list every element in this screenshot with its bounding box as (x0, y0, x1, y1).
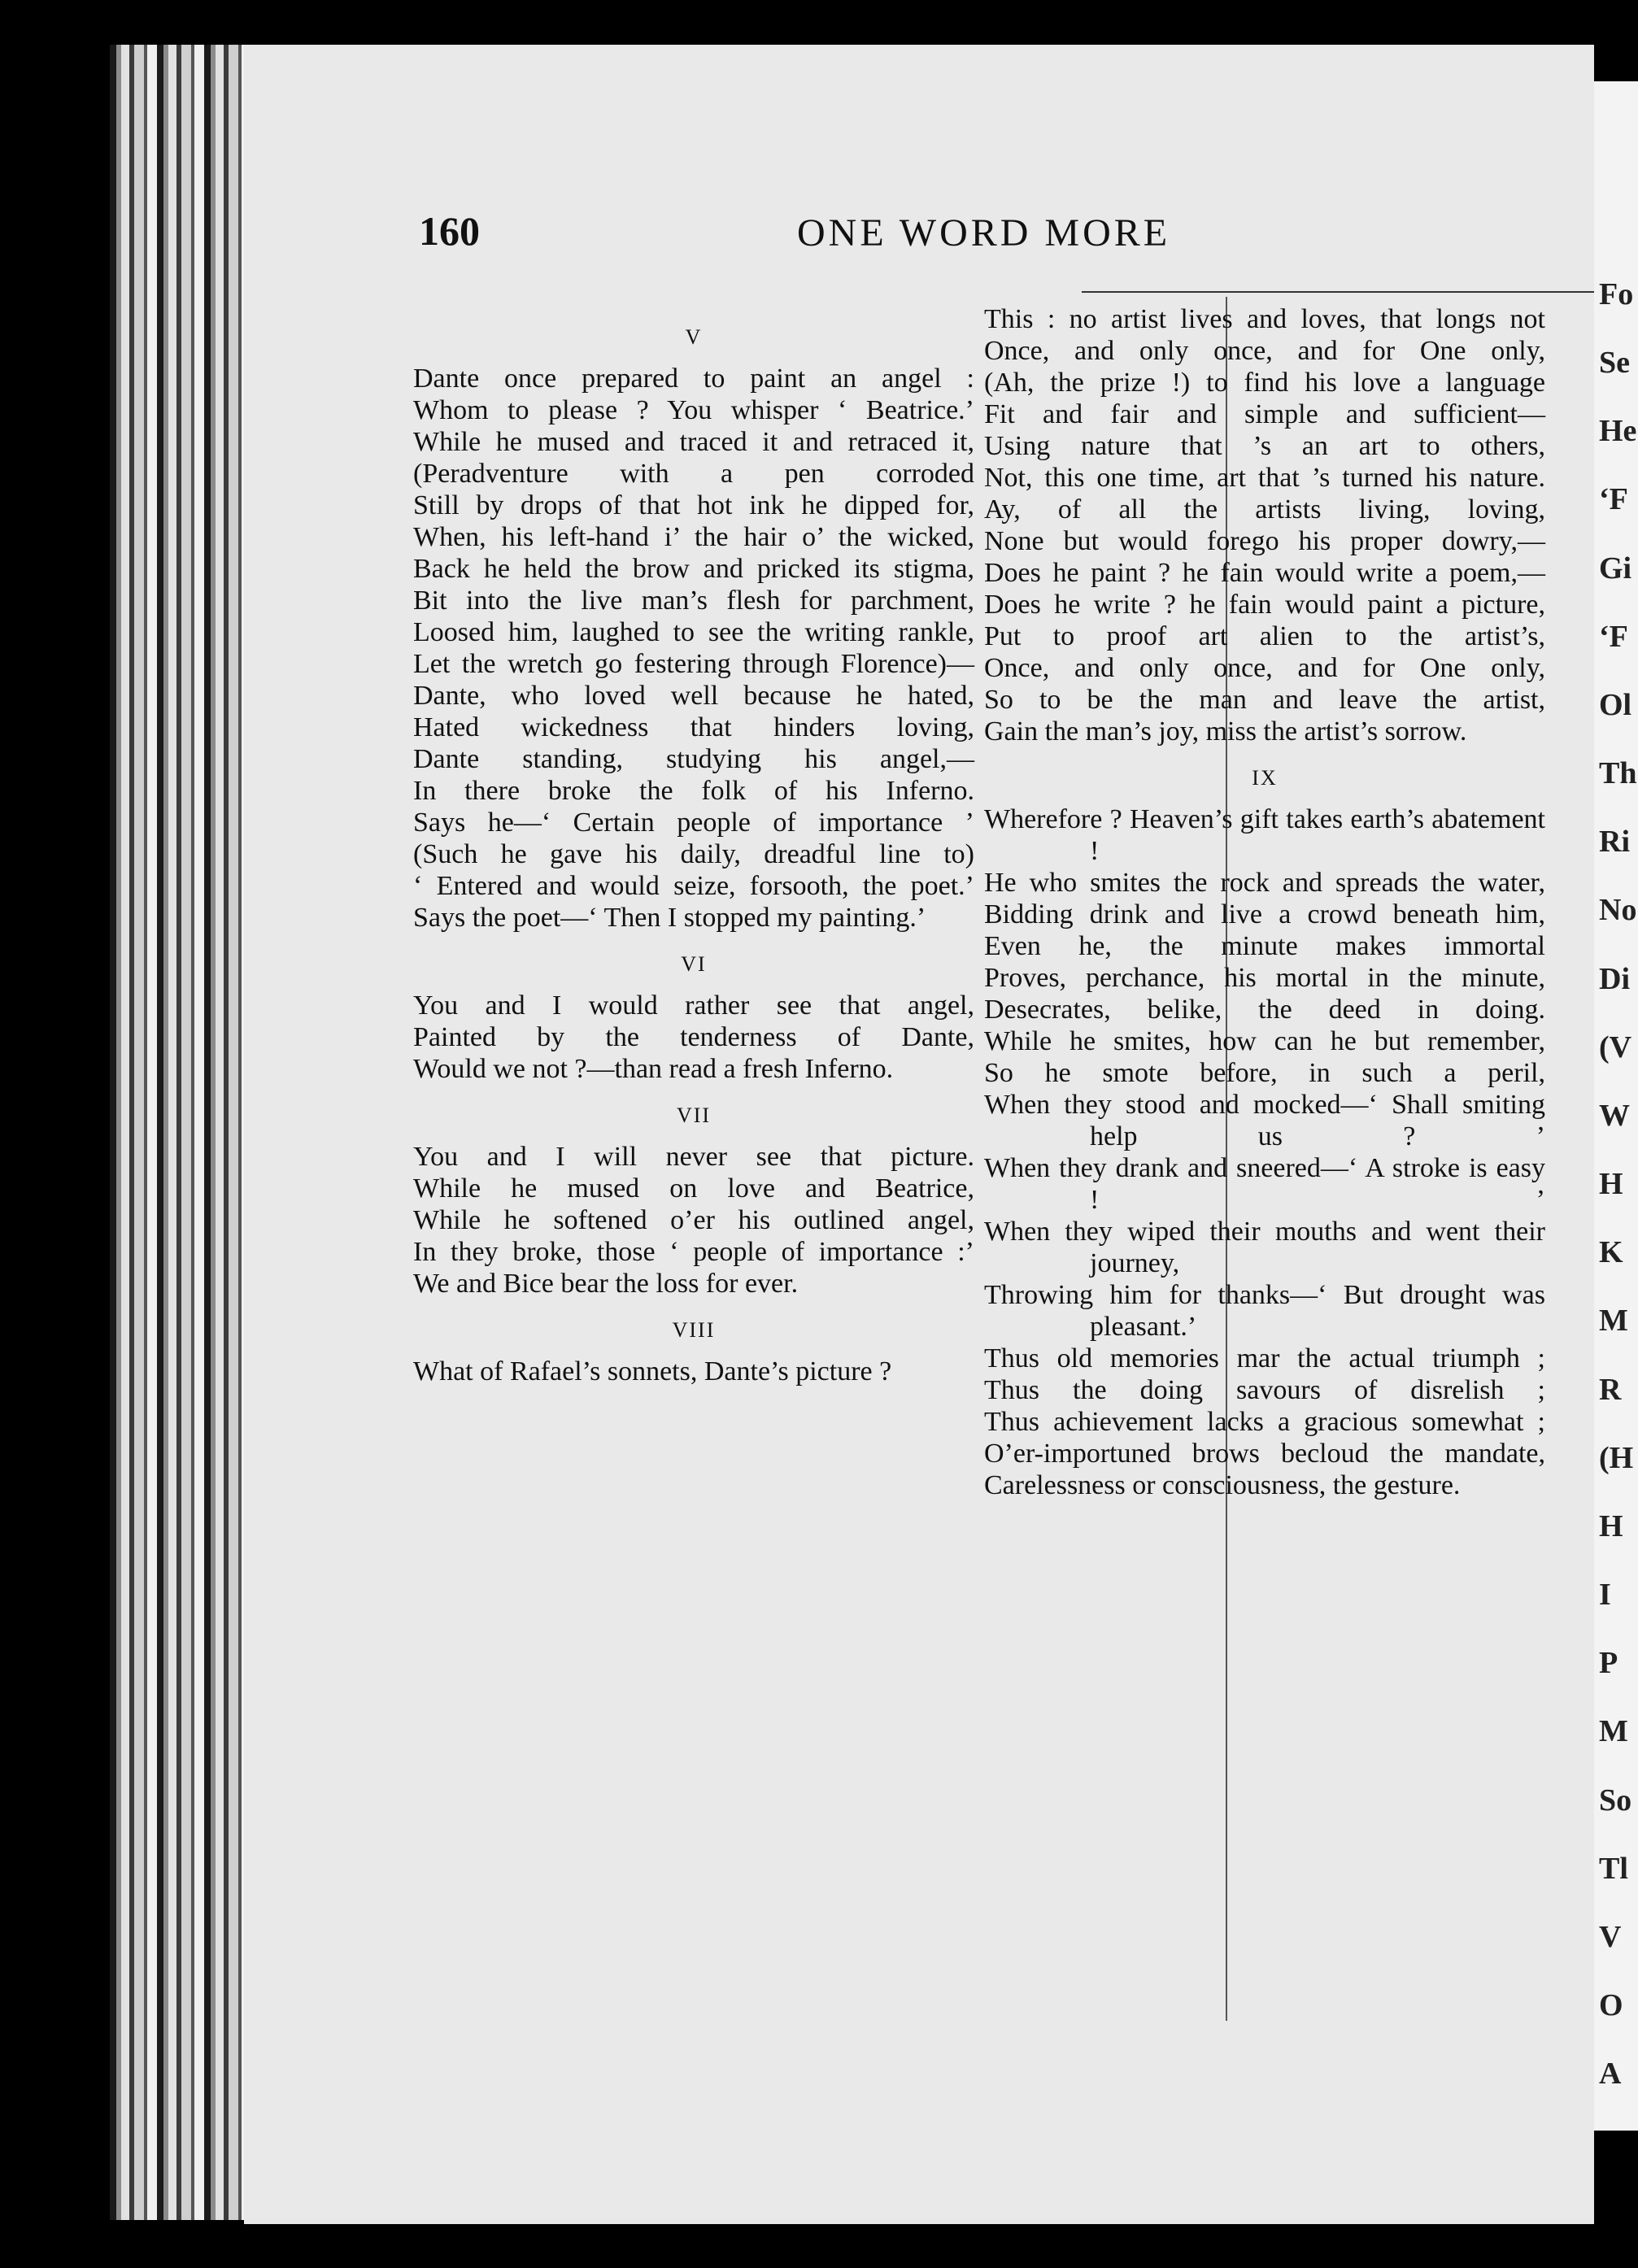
running-title: ONE WORD MORE (797, 211, 1171, 255)
verse-line: (Such he gave his daily, dreadful line to) (413, 839, 974, 869)
verse-line: You and I would rather see that angel, (413, 990, 974, 1021)
verse-line: Let the wretch go festering through Florence)— (413, 649, 974, 679)
verse-line: None but would forego his proper dowry,— (984, 526, 1545, 556)
stanza-numeral: VIII (672, 1318, 716, 1342)
facing-page-fragment: Ri (1599, 825, 1630, 860)
stanza (413, 1099, 974, 1299)
facing-page-fragment: Fo (1599, 277, 1634, 311)
verse-line: Back he held the brow and pricked its stigma, (413, 554, 974, 584)
facing-page-edge (1594, 81, 1638, 2131)
stanza (984, 303, 1545, 747)
verse-line: Thus old memories mar the actual triumph ; (984, 1343, 1545, 1373)
verse-line: While he softened o’er his outlined angel, (413, 1205, 974, 1235)
verse-line: Loosed him, laughed to see the writing rankle, (413, 617, 974, 647)
verse-line: Ay, of all the artists living, loving, (984, 494, 1545, 525)
verse-line: This : no artist lives and loves, that longs not (984, 304, 1545, 334)
facing-page-fragment: M (1599, 1714, 1628, 1749)
verse-line: While he mused on love and Beatrice, (413, 1173, 974, 1204)
book-page (244, 45, 1594, 2224)
verse-line: He who smites the rock and spreads the water, (984, 868, 1545, 898)
stanza-numeral: V (685, 325, 703, 349)
verse-line: Bidding drink and live a crowd beneath him, (984, 899, 1545, 929)
facing-page-fragment: So (1599, 1783, 1632, 1817)
verse-line: When they stood and mocked—‘ Shall smiting help us ? ’ (984, 1090, 1545, 1151)
verse-line: Hated wickedness that hinders loving, (413, 712, 974, 742)
verse-line: When they drank and sneered—‘ A stroke is easy ! ’ (984, 1153, 1545, 1215)
facing-page-fragment: W (1599, 1098, 1630, 1133)
verse-line: Dante once prepared to paint an angel : (413, 363, 974, 394)
verse-line: What of Rafael’s sonnets, Dante’s picture ? (413, 1356, 892, 1386)
facing-page-fragment: Th (1599, 756, 1637, 791)
facing-page-fragment: V (1599, 1919, 1622, 1954)
verse-line: Says the poet—‘ Then I stopped my painting.’ (413, 903, 926, 933)
stanza (984, 762, 1545, 1501)
verse-line: Fit and fair and simple and sufficient— (984, 399, 1545, 429)
facing-page-fragment: Tl (1599, 1851, 1628, 1886)
column-top-rule (1082, 291, 1638, 293)
facing-page-fragment: Se (1599, 346, 1630, 381)
verse-line: Says he—‘ Certain people of importance ’ (413, 808, 974, 838)
facing-page-fragment: A (1599, 2057, 1622, 2092)
verse-line: Dante, who loved well because he hated, (413, 681, 974, 711)
verse-line: In they broke, those ‘ people of importance :’ (413, 1237, 974, 1267)
left-column (413, 307, 974, 1387)
facing-page-fragment: R (1599, 1372, 1622, 1407)
verse-line: Carelessness or consciousness, the gesture. (984, 1470, 1461, 1500)
verse-line: (Ah, the prize !) to find his love a language (984, 368, 1545, 398)
stanza-numeral: VI (681, 952, 707, 976)
verse-line: Using nature that ’s an art to others, (984, 431, 1545, 461)
verse-line: Desecrates, belike, the deed in doing. (984, 995, 1545, 1025)
stanza (413, 1314, 974, 1387)
facing-page-fragment: Gi (1599, 551, 1632, 586)
facing-page-fragment: H (1599, 1167, 1623, 1202)
facing-page-fragment: No (1599, 893, 1637, 928)
verse-line: Even he, the minute makes immortal (984, 931, 1545, 961)
verse-line: Put to proof art alien to the artist’s, (984, 621, 1545, 651)
verse-line: Bit into the live man’s flesh for parchment, (413, 586, 974, 616)
facing-page-fragment: P (1599, 1646, 1618, 1681)
facing-page-fragment: Di (1599, 961, 1630, 996)
verse-line: Not, this one time, art that ’s turned his nature. (984, 463, 1545, 493)
facing-page-fragment: M (1599, 1304, 1628, 1339)
stanza-numeral: VII (676, 1104, 712, 1127)
verse-line: Once, and only once, and for One only, (984, 653, 1545, 683)
verse-line: Dante standing, studying his angel,— (413, 744, 974, 774)
facing-page-fragment: O (1599, 1988, 1623, 2023)
facing-page-fragment: (H (1599, 1440, 1634, 1475)
facing-page-fragment: I (1599, 1578, 1611, 1613)
facing-page-fragment: ‘F (1599, 619, 1628, 654)
verse-line: Thus achievement lacks a gracious somewhat ; (984, 1407, 1545, 1437)
facing-page-fragment: ‘F (1599, 482, 1628, 517)
verse-line: When they wiped their mouths and went their journey, (984, 1217, 1545, 1278)
verse-line: While he mused and traced it and retraced it, (413, 427, 974, 457)
verse-line: (Peradventure with a pen corroded (413, 459, 974, 489)
verse-line: We and Bice bear the loss for ever. (413, 1269, 799, 1299)
verse-line: Thus the doing savours of disrelish ; (984, 1375, 1545, 1405)
page-number: 160 (419, 208, 480, 254)
verse-line: Does he write ? he fain would paint a picture, (984, 590, 1545, 620)
verse-line: Still by drops of that hot ink he dipped for, (413, 490, 974, 520)
verse-line: Would we not ?—than read a fresh Inferno. (413, 1054, 894, 1084)
page-header (244, 207, 1594, 272)
verse-line: So he smote before, in such a peril, (984, 1058, 1545, 1088)
right-column (984, 303, 1545, 1501)
facing-page-fragment: (V (1599, 1030, 1632, 1064)
verse-line: When, his left-hand i’ the hair o’ the wicked, (413, 522, 974, 552)
verse-line: So to be the man and leave the artist, (984, 685, 1545, 715)
stanza-numeral: IX (1252, 766, 1278, 790)
facing-page-fragment: He (1599, 414, 1637, 449)
verse-line: O’er-importuned brows becloud the mandate, (984, 1439, 1545, 1469)
verse-line: Painted by the tenderness of Dante, (413, 1022, 974, 1052)
verse-line: Throwing him for thanks—‘ But drought was pleasant.’ (984, 1280, 1545, 1342)
verse-line: ‘ Entered and would seize, forsooth, the poet.’ (413, 871, 974, 901)
verse-line: While he smites, how can he but remember, (984, 1026, 1545, 1056)
verse-line: You and I will never see that picture. (413, 1142, 974, 1172)
verse-line: Gain the man’s joy, miss the artist’s sorrow. (984, 716, 1467, 747)
verse-line: Once, and only once, and for One only, (984, 336, 1545, 366)
verse-line: Proves, perchance, his mortal in the minute, (984, 963, 1545, 993)
verse-line: Whom to please ? You whisper ‘ Beatrice.’ (413, 395, 974, 425)
stanza (413, 321, 974, 934)
verse-line: Wherefore ? Heaven’s gift takes earth’s abatement ! (984, 804, 1545, 866)
verse-line: In there broke the folk of his Inferno. (413, 776, 974, 806)
stanza (413, 948, 974, 1085)
verse-line: Does he paint ? he fain would write a poem,— (984, 558, 1545, 588)
facing-page-fragment: K (1599, 1235, 1623, 1270)
facing-page-fragment: Ol (1599, 687, 1632, 722)
facing-page-fragment: H (1599, 1508, 1623, 1543)
